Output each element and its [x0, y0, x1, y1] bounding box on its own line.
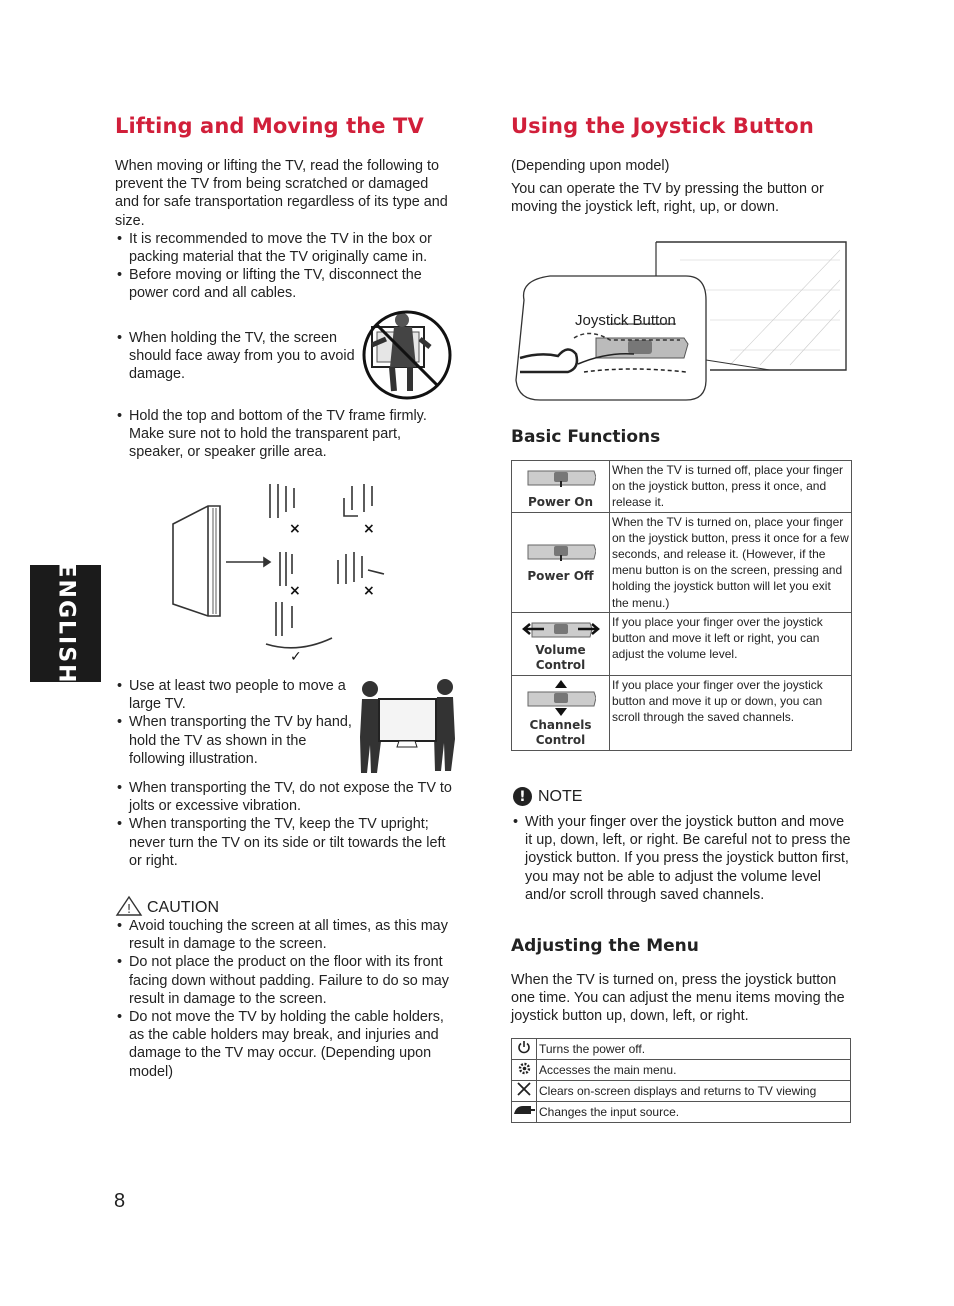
table-row	[512, 612, 852, 675]
svg-text:!: !	[126, 902, 132, 916]
function-label: Power Off	[527, 568, 594, 583]
joystick-button-label: Joystick Button	[575, 312, 676, 329]
function-description: When the TV is turned off, place your finger on the joystick button, press it once, and release it.	[610, 461, 852, 513]
menu-item-description: Accesses the main menu.	[537, 1060, 851, 1081]
menu-intro: When the TV is turned on, press the joystick button one time. You can adjust the menu items moving the joystick button up, down, left, or right.	[511, 972, 845, 1025]
gear-icon	[512, 1060, 537, 1081]
language-tab-label: ENGLISH	[53, 562, 78, 685]
hold-frame-bullet	[115, 407, 455, 462]
table-row	[512, 1060, 851, 1081]
power-icon	[512, 1039, 537, 1060]
close-icon	[512, 1081, 537, 1102]
tv-holding-illustration	[168, 478, 408, 663]
screen-facing-bullet	[115, 329, 355, 384]
note-heading	[513, 787, 582, 806]
joystick-intro: You can operate the TV by pressing the button or moving the joystick left, right, up, or down.	[511, 181, 824, 216]
svg-text:×: ×	[363, 583, 375, 599]
list-item: • Use at least two people to move a large TV.	[115, 677, 360, 713]
function-description: If you place your finger over the joystick button and move it left or right, you can adjust the volume level.	[610, 612, 852, 675]
power-off-cell	[512, 512, 610, 612]
language-tab	[30, 562, 101, 685]
menu-item-description: Changes the input source.	[537, 1102, 851, 1123]
joystick-left-right-icon	[522, 619, 600, 639]
input-icon	[512, 1102, 537, 1123]
svg-text:✓: ✓	[290, 649, 302, 663]
joystick-press-icon	[526, 467, 596, 487]
svg-text:×: ×	[289, 583, 301, 599]
lifting-section	[115, 157, 455, 303]
note-section	[511, 813, 851, 904]
no-facing-screen-illustration	[358, 309, 456, 401]
list-item: • Hold the top and bottom of the TV frame firmly. Make sure not to hold the transparent part, speaker, or speaker grille area.	[115, 407, 455, 462]
table-row	[512, 1102, 851, 1123]
caution-heading	[115, 895, 219, 917]
svg-text:×: ×	[363, 521, 375, 537]
note-icon: !	[513, 787, 532, 806]
channels-control-cell	[512, 675, 610, 750]
joystick-illustration	[510, 240, 852, 402]
joystick-up-down-icon	[526, 680, 596, 716]
two-people-section	[115, 677, 360, 768]
list-item: • When transporting the TV, keep the TV upright; never turn the TV on its side or tilt towards the left or right.	[115, 815, 460, 870]
adjusting-menu-title: Adjusting the Menu	[511, 936, 699, 956]
note-title: NOTE	[538, 787, 583, 805]
svg-text:×: ×	[289, 521, 301, 537]
list-item: • Do not move the TV by holding the cable holders, as the cable holders may break, and injuries and damage to the TV may occur. (Depending upon model)	[115, 1008, 460, 1081]
basic-functions-table	[511, 460, 852, 751]
table-row	[512, 512, 852, 612]
list-item: • With your finger over the joystick button and move it up, down, left, or right. Be careful not to press the joystick button. If you press the joystick button first, you may not be able to adjust the volume level and/or scroll through saved channels.	[511, 813, 851, 904]
list-item: • When transporting the TV, do not expose the TV to jolts or excessive vibration.	[115, 779, 460, 815]
function-label: Volume Control	[535, 642, 586, 672]
two-people-carrying-illustration	[357, 677, 457, 775]
list-item: • When transporting the TV by hand, hold the TV as shown in the following illustration.	[115, 713, 360, 768]
caution-title: CAUTION	[147, 899, 219, 916]
list-item: • Do not place the product on the floor with its front facing down without padding. Failure to do so may result in damage to the screen.	[115, 953, 460, 1008]
list-item: • Before moving or lifting the TV, disconnect the power cord and all cables.	[115, 266, 455, 302]
menu-icons-table	[511, 1038, 851, 1123]
list-item: • When holding the TV, the screen should face away from you to avoid damage.	[115, 329, 355, 384]
table-row	[512, 461, 852, 513]
menu-item-description: Clears on-screen displays and returns to TV viewing	[537, 1081, 851, 1102]
table-row	[512, 1039, 851, 1060]
function-description: If you place your finger over the joystick button and move it up or down, you can scroll through the saved channels.	[610, 675, 852, 750]
list-item: • Avoid touching the screen at all times, as this may result in damage to the screen.	[115, 917, 460, 953]
function-label: Power On	[527, 495, 594, 509]
caution-section	[115, 917, 460, 1081]
menu-intro-section	[511, 971, 856, 1026]
depending-note: (Depending upon model)	[511, 158, 670, 174]
warning-triangle-icon	[115, 895, 143, 917]
volume-control-cell	[512, 612, 610, 675]
table-row	[512, 1081, 851, 1102]
page-number: 8	[114, 1190, 126, 1212]
function-label: Channels Control	[529, 717, 592, 747]
table-row	[512, 675, 852, 750]
joystick-intro-section	[511, 157, 851, 217]
basic-functions-title: Basic Functions	[511, 427, 661, 447]
joystick-hold-icon	[526, 541, 596, 561]
function-description: When the TV is turned on, place your finger on the joystick button, press it once for a few seconds, and release it. (However, if the menu button is on the screen, pressing and holding the joystick button will let you exit the menu.)	[610, 512, 852, 612]
joystick-title: Using the Joystick Button	[511, 114, 814, 138]
power-on-cell	[512, 461, 610, 513]
list-item: • It is recommended to move the TV in the box or packing material that the TV originally came in.	[115, 230, 455, 266]
lifting-title: Lifting and Moving the TV	[115, 114, 424, 138]
lifting-intro: When moving or lifting the TV, read the following to prevent the TV from being scratched or damaged and for safe transportation regardless of its type and size.	[115, 158, 448, 229]
transport-section	[115, 779, 460, 870]
menu-item-description: Turns the power off.	[537, 1039, 851, 1060]
